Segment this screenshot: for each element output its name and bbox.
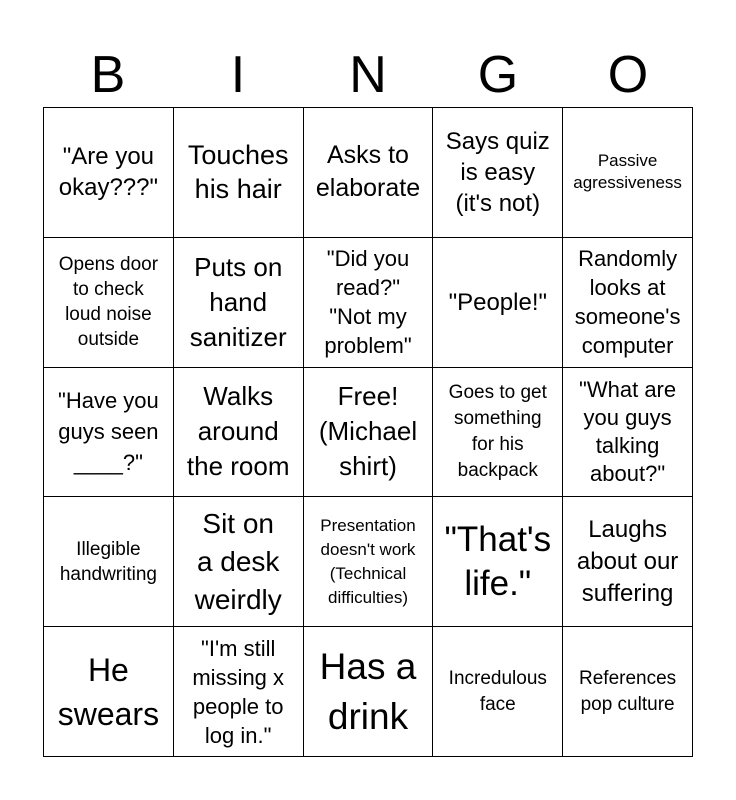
- header-letter-g: G: [477, 46, 519, 104]
- bingo-cell[interactable]: "That's life.": [433, 497, 563, 627]
- bingo-cell[interactable]: He swears: [44, 627, 174, 757]
- bingo-cell[interactable]: Illegible handwriting: [44, 497, 174, 627]
- free-space-cell[interactable]: Free! (Michael shirt): [304, 368, 434, 498]
- bingo-cell[interactable]: Touches his hair: [174, 108, 304, 238]
- bingo-cell[interactable]: Sit on a desk weirdly: [174, 497, 304, 627]
- bingo-header: [43, 40, 693, 110]
- bingo-card: [43, 107, 693, 757]
- bingo-cell[interactable]: "Are you okay???": [44, 108, 174, 238]
- bingo-cell[interactable]: Puts on hand sanitizer: [174, 238, 304, 368]
- bingo-cell[interactable]: Asks to elaborate: [304, 108, 434, 238]
- header-letter-i: I: [230, 46, 246, 104]
- bingo-cell[interactable]: "I'm still missing x people to log in.": [174, 627, 304, 757]
- bingo-cell[interactable]: "Did you read?" "Not my problem": [304, 238, 434, 368]
- bingo-cell[interactable]: Incredulous face: [433, 627, 563, 757]
- bingo-cell[interactable]: Passive agressiveness: [563, 108, 693, 238]
- header-letter-b: B: [90, 46, 126, 104]
- bingo-cell[interactable]: Says quiz is easy (it's not): [433, 108, 563, 238]
- bingo-cell[interactable]: Randomly looks at someone's computer: [563, 238, 693, 368]
- bingo-cell[interactable]: Walks around the room: [174, 368, 304, 498]
- bingo-cell[interactable]: "People!": [433, 238, 563, 368]
- bingo-cell[interactable]: Has a drink: [304, 627, 434, 757]
- bingo-cell[interactable]: "Have you guys seen ____?": [44, 368, 174, 498]
- header-letter-o: O: [607, 46, 649, 104]
- bingo-cell[interactable]: Presentation doesn't work (Technical difficulties): [304, 497, 434, 627]
- bingo-cell[interactable]: Goes to get something for his backpack: [433, 368, 563, 498]
- bingo-cell[interactable]: "What are you guys talking about?": [563, 368, 693, 498]
- bingo-cell[interactable]: Opens door to check loud noise outside: [44, 238, 174, 368]
- header-letter-n: N: [349, 46, 387, 104]
- bingo-cell[interactable]: References pop culture: [563, 627, 693, 757]
- bingo-cell[interactable]: Laughs about our suffering: [563, 497, 693, 627]
